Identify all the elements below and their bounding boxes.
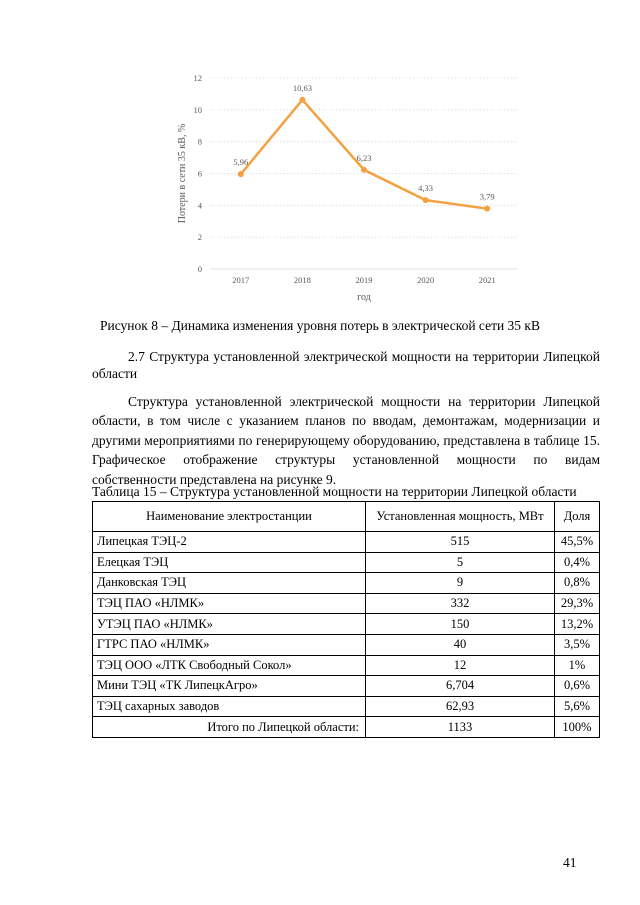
cell-station-name: ГТРС ПАО «НЛМК» <box>93 634 366 655</box>
cell-station-name: ТЭЦ ООО «ЛТК Свободный Сокол» <box>93 655 366 676</box>
x-axis-label: год <box>357 292 371 303</box>
cell-capacity: 515 <box>366 532 555 553</box>
data-label: 3,79 <box>479 191 495 202</box>
cell-share: 29,3% <box>555 593 600 614</box>
section-heading: 2.7 Структура установленной электрической мощности на территории Липецкой области <box>92 349 600 381</box>
table-row <box>93 634 600 655</box>
total-label: Итого по Липецкой области: <box>93 717 366 738</box>
loss-dynamics-chart <box>172 66 528 306</box>
cell-capacity: 5 <box>366 552 555 573</box>
data-label: 6,23 <box>356 152 372 163</box>
table-header-row <box>93 502 600 532</box>
x-tick-label: 2017 <box>232 275 250 285</box>
total-capacity: 1133 <box>366 717 555 738</box>
data-label: 5,96 <box>233 157 249 168</box>
data-label: 4,33 <box>418 183 434 194</box>
y-tick-label: 12 <box>193 73 202 83</box>
y-tick-label: 2 <box>197 232 202 243</box>
x-tick-label: 2018 <box>293 275 311 285</box>
table-row <box>93 552 600 573</box>
cell-capacity: 9 <box>366 573 555 594</box>
table-row <box>93 593 600 614</box>
total-share: 100% <box>555 717 600 738</box>
table-row <box>93 676 600 697</box>
x-tick-label: 2021 <box>478 275 496 285</box>
power-structure-table <box>92 501 600 738</box>
cell-capacity: 150 <box>366 614 555 635</box>
cell-station-name: УТЭЦ ПАО «НЛМК» <box>93 614 366 635</box>
table-row <box>93 532 600 553</box>
data-point <box>361 167 367 173</box>
cell-station-name: ТЭЦ ПАО «НЛМК» <box>93 593 366 614</box>
cell-station-name: Липецкая ТЭЦ-2 <box>93 532 366 553</box>
cell-share: 1% <box>555 655 600 676</box>
header-station-name: Наименование электростанции <box>93 502 366 532</box>
table-row <box>93 614 600 635</box>
cell-share: 0,8% <box>555 573 600 594</box>
y-tick-label: 10 <box>193 104 202 115</box>
data-label: 10,63 <box>292 82 312 93</box>
table-row <box>93 573 600 594</box>
table-body <box>93 532 600 738</box>
data-point <box>484 206 490 212</box>
x-tick-label: 2019 <box>355 275 373 285</box>
page-number: 41 <box>563 855 577 870</box>
cell-capacity: 332 <box>366 593 555 614</box>
cell-share: 3,5% <box>555 634 600 655</box>
header-share: Доля <box>555 502 600 532</box>
cell-station-name: Мини ТЭЦ «ТК ЛипецкАгро» <box>93 676 366 697</box>
data-point <box>238 171 244 177</box>
body-paragraph: Структура установленной электрической мощности на территории Липецкой области, в том числе с указанием планов по вводам, демонтажам, модернизации и другими мероприятиями по генерирующему оборудованию, представлена в таблице 15. Графическое отображение структуры установленной мощности по видам собственности представлена на рисунке 9. <box>92 394 600 487</box>
cell-station-name: Данковская ТЭЦ <box>93 573 366 594</box>
table-title: Таблица 15 – Структура установленной мощности на территории Липецкой области <box>92 484 577 499</box>
table-total-row <box>93 717 600 738</box>
cell-capacity: 12 <box>366 655 555 676</box>
y-axis-label: Потери в сети 35 кВ, % <box>177 123 188 224</box>
line-chart-svg <box>172 66 528 306</box>
table-row <box>93 696 600 717</box>
y-tick-label: 0 <box>197 264 202 274</box>
y-tick-label: 8 <box>197 136 202 147</box>
y-tick-label: 6 <box>197 168 202 179</box>
cell-share: 5,6% <box>555 696 600 717</box>
y-tick-label: 4 <box>197 200 202 211</box>
cell-station-name: ТЭЦ сахарных заводов <box>93 696 366 717</box>
data-point <box>423 197 429 203</box>
cell-capacity: 6,704 <box>366 676 555 697</box>
cell-share: 45,5% <box>555 532 600 553</box>
cell-capacity: 62,93 <box>366 696 555 717</box>
cell-share: 0,6% <box>555 676 600 697</box>
cell-station-name: Елецкая ТЭЦ <box>93 552 366 573</box>
cell-share: 0,4% <box>555 552 600 573</box>
data-point <box>299 97 305 103</box>
table-row <box>93 655 600 676</box>
x-tick-label: 2020 <box>417 275 435 285</box>
cell-capacity: 40 <box>366 634 555 655</box>
figure-caption: Рисунок 8 – Динамика изменения уровня потерь в электрической сети 35 кВ <box>99 318 540 333</box>
header-installed-capacity: Установленная мощность, МВт <box>366 502 555 532</box>
cell-share: 13,2% <box>555 614 600 635</box>
